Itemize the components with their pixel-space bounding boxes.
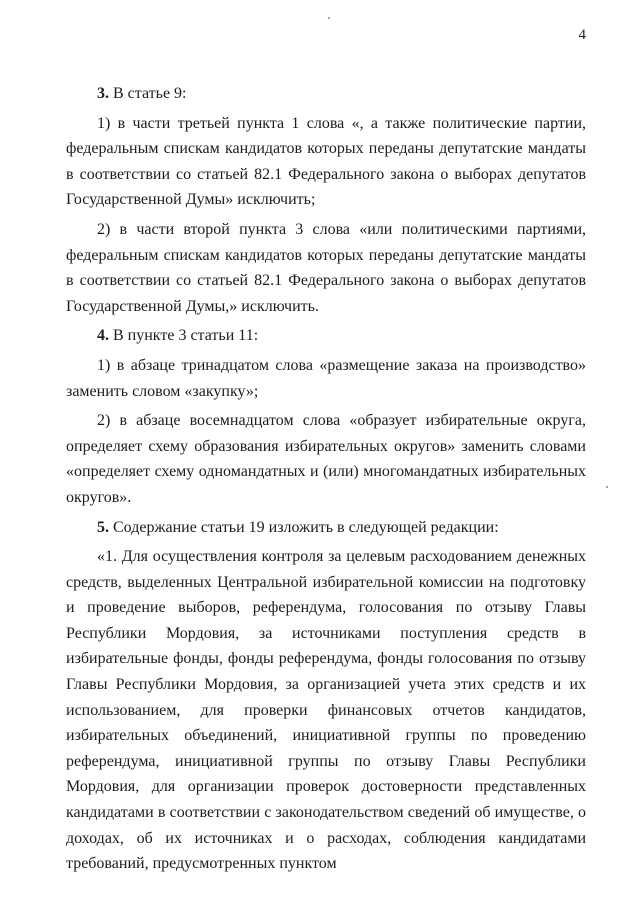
section-heading: [66, 515, 586, 541]
section-number: 5.: [97, 518, 109, 536]
document-body: [66, 81, 586, 881]
section-heading: [66, 81, 586, 107]
section-heading: [66, 323, 586, 349]
paragraph: 1) в части третьей пункта 1 слова «, а также политические партии, федеральным спискам кандидатов которых переданы депутатские мандаты в соответствии со статьей 82.1 Федерального закона о выборах депутатов Государственной Думы» исключить;: [66, 114, 586, 209]
scan-speck: [606, 486, 608, 488]
section-title: В статье 9:: [109, 85, 187, 102]
section-title: Содержание статьи 19 изложить в следующей редакции:: [109, 518, 499, 536]
paragraph: «1. Для осуществления контроля за целевым расходованием денежных средств, выделенных Центральной избирательной комиссии на подготовку и проведение выборов, референдума, голосования по отзыву Главы Республики Мордовия, за источниками поступления средств в избирательные фонды, фонды референдума, фонды голосования по отзыву Главы Республики Мордовия, за организацией учета этих средств и их использованием, для проверки финансовых отчетов кандидатов, избирательных объединений, инициативной группы по проведению референдума, инициативной группы по отзыву Главы Республики Мордовия, для организации проверок достоверности представленных кандидатами в соответствии с законодательством сведений об имуществе, о доходах, об их источниках и о расходах, соблюдения кандидатами требований, предусмотренных пунктом: [66, 548, 586, 873]
section-number: 3.: [97, 85, 109, 102]
paragraph: 2) в абзаце восемнадцатом слова «образует избирательные округа, определяет схему образования избирательных округов» заменить словами «определяет схему одномандатных и (или) многомандатных избирательных округов».: [66, 412, 586, 506]
page-number: 4: [578, 27, 586, 43]
section-number: 4.: [97, 327, 109, 345]
scan-speck: [328, 17, 330, 19]
paragraph: 2) в части второй пункта 3 слова «или политическими партиями, федеральным спискам кандидатов которых переданы депутатские мандаты в соответствии со статьей 82.1 Федерального закона о выборах депутатов Государственной Думы,» исключить.: [66, 220, 586, 315]
section-title: В пункте 3 статьи 11:: [109, 327, 259, 345]
paragraph: 1) в абзаце тринадцатом слова «размещение заказа на производство» заменить словом «закупку»;: [66, 356, 586, 400]
